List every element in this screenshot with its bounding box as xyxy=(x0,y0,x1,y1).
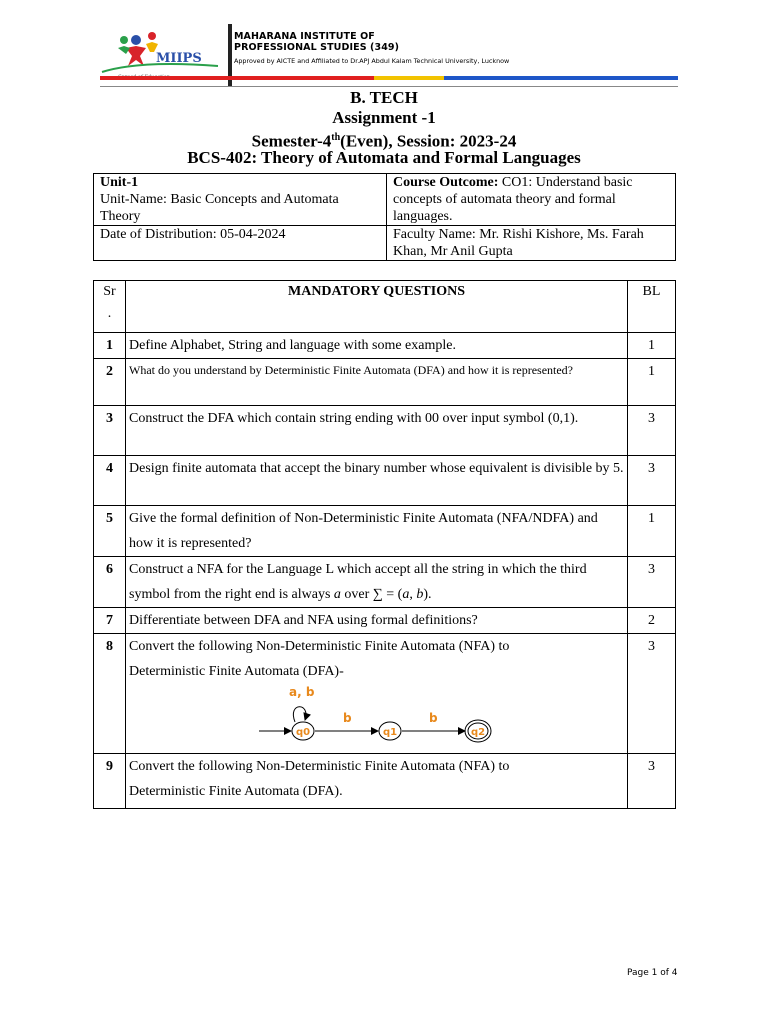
stripe-yellow xyxy=(374,76,444,80)
institute-name: MAHARANA INSTITUTE OF PROFESSIONAL STUDIES (349) xyxy=(234,31,400,53)
course-outcome-text: CO1: Understand basic concepts of automata theory and formal languages. xyxy=(393,175,633,224)
question-number: 3 xyxy=(94,406,126,456)
program-title: B. TECH xyxy=(350,88,418,107)
bloom-level: 3 xyxy=(628,456,676,506)
question-number: 7 xyxy=(94,608,126,634)
bloom-level: 3 xyxy=(628,634,676,754)
questions-table xyxy=(93,280,676,809)
self-loop-arrow xyxy=(293,707,306,722)
bloom-level: 2 xyxy=(628,608,676,634)
question-text: Define Alphabet, String and language with some example. xyxy=(126,333,628,359)
table-row xyxy=(94,608,676,634)
question-number: 4 xyxy=(94,456,126,506)
table-header-row xyxy=(94,281,676,333)
question-number: 5 xyxy=(94,506,126,557)
unit-name: Unit-Name: Basic Concepts and Automata Theory xyxy=(100,192,339,224)
question-text: Construct the DFA which contain string ending with 00 over input symbol (0,1). xyxy=(126,406,628,456)
edge1-label: b xyxy=(343,711,352,725)
stripe-red-left xyxy=(100,76,234,80)
question-text: Differentiate between DFA and NFA using formal definitions? xyxy=(126,608,628,634)
question-number: 8 xyxy=(94,634,126,754)
question-text: Convert the following Non-Deterministic Finite Automata (NFA) to Deterministic Finite Automata (DFA)- xyxy=(129,639,510,679)
course-outcome-label: Course Outcome: xyxy=(393,175,499,190)
bloom-level: 3 xyxy=(628,754,676,809)
course-outcome-cell xyxy=(387,174,676,226)
bloom-level: 1 xyxy=(628,506,676,557)
bloom-level: 3 xyxy=(628,557,676,608)
question-text: What do you understand by Deterministic Finite Automata (DFA) and how it is represented? xyxy=(126,359,628,406)
nfa-diagram xyxy=(257,684,517,750)
institute-header xyxy=(100,20,680,86)
question-cell xyxy=(126,754,628,809)
assignment-title: Assignment -1 xyxy=(332,108,436,127)
bloom-level: 1 xyxy=(628,359,676,406)
question-text: Design finite automata that accept the binary number whose equivalent is divisible by 5. xyxy=(126,456,628,506)
question-cell xyxy=(126,634,628,754)
table-row xyxy=(94,557,676,608)
header-rule xyxy=(100,86,678,87)
document-titles xyxy=(94,88,674,168)
bloom-level: 3 xyxy=(628,406,676,456)
table-row xyxy=(94,754,676,809)
question-text: Convert the following Non-Deterministic Finite Automata (NFA) to Deterministic Finite Automata (DFA). xyxy=(129,759,510,799)
institute-approval: Approved by AICTE and Affiliated to Dr.APJ Abdul Kalam Technical University, Lucknow xyxy=(234,57,510,65)
table-row xyxy=(94,506,676,557)
state-q2-label: q2 xyxy=(470,727,486,738)
svg-text:MIIPS: MIIPS xyxy=(156,51,202,66)
table-row xyxy=(94,359,676,406)
course-title: BCS-402: Theory of Automata and Formal Languages xyxy=(187,148,581,167)
semester-title: Semester-4th(Even), Session: 2023-24 xyxy=(251,131,517,151)
stripe-red xyxy=(234,76,374,80)
edge2-label: b xyxy=(429,711,438,725)
loop-label: a, b xyxy=(289,685,315,699)
state-q0-label: q0 xyxy=(295,727,311,738)
bl-header: BL xyxy=(628,281,676,333)
unit-label: Unit-1 xyxy=(100,175,139,190)
sr-header: Sr . xyxy=(94,281,126,333)
state-q1-label: q1 xyxy=(382,727,398,738)
question-number: 1 xyxy=(94,333,126,359)
questions-header: MANDATORY QUESTIONS xyxy=(126,281,628,333)
info-table xyxy=(93,173,676,261)
question-number: 6 xyxy=(94,557,126,608)
table-row xyxy=(94,406,676,456)
table-row xyxy=(94,634,676,754)
faculty-names: Faculty Name: Mr. Rishi Kishore, Ms. Farah Khan, Mr Anil Gupta xyxy=(387,226,676,261)
question-text: Give the formal definition of Non-Deterministic Finite Automata (NFA/NDFA) and how it is represented? xyxy=(126,506,628,557)
institute-logo xyxy=(100,26,220,82)
question-number: 2 xyxy=(94,359,126,406)
unit-cell xyxy=(94,174,387,226)
page-number: Page 1 of 4 xyxy=(627,968,678,978)
question-number: 9 xyxy=(94,754,126,809)
bloom-level: 1 xyxy=(628,333,676,359)
table-row xyxy=(94,333,676,359)
stripe-blue xyxy=(444,76,678,80)
question-text: Construct a NFA for the Language L which accept all the string in which the third symbol from the right end is always a over ∑ = (a, b). xyxy=(126,557,628,608)
distribution-date: Date of Distribution: 05-04-2024 xyxy=(94,226,387,261)
table-row xyxy=(94,456,676,506)
